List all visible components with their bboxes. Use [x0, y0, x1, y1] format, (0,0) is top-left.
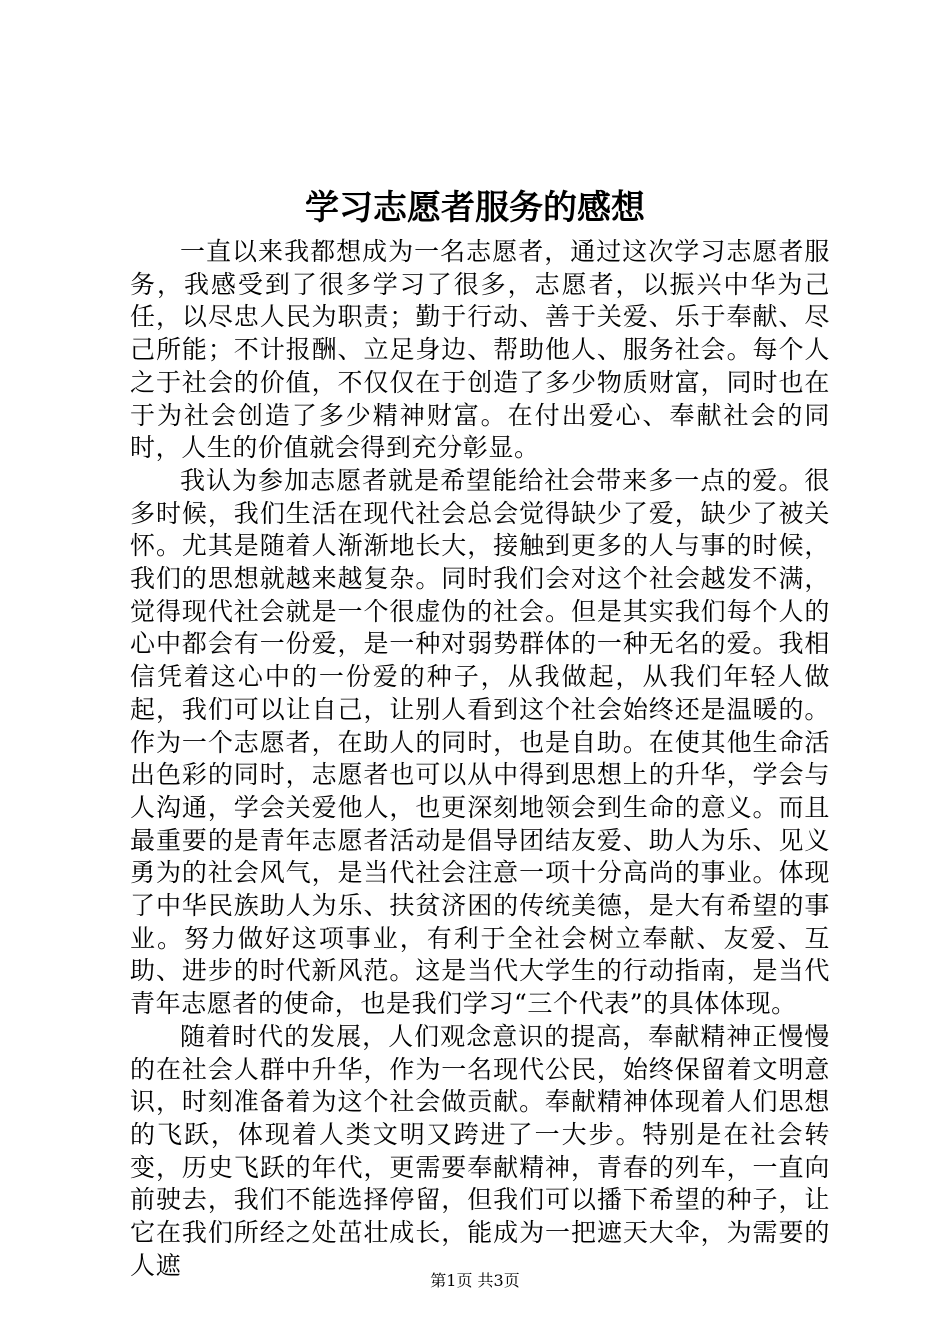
document-body [130, 236, 830, 1283]
page-footer: 第1页 共3页 [430, 1271, 520, 1290]
document-title: 学习志愿者服务的感想 [305, 188, 645, 228]
paragraph: 我认为参加志愿者就是希望能给社会带来多一点的爱。很多时候，我们生活在现代社会总会觉得缺少了爱，缺少了被关怀。尤其是随着人渐渐地长大，接触到更多的人与事的时候，我们的思想就越来越复杂。同时我们会对这个社会越发不满，觉得现代社会就是一个很虚伪的社会。但是其实我们每个人的心中都会有一份爱，是一种对弱势群体的一种无名的爱。我相信凭着这心中的一份爱的种子，从我做起，从我们年轻人做起，我们可以让自己，让别人看到这个社会始终还是温暖的。作为一个志愿者，在助人的同时，也是自助。在使其他生命活出色彩的同时，志愿者也可以从中得到思想上的升华，学会与人沟通，学会关爱他人，也更深刻地领会到生命的意义。而且最重要的是青年志愿者活动是倡导团结友爱、助人为乐、见义勇为的社会风气，是当代社会注意一项十分高尚的事业。体现了中华民族助人为乐、扶贫济困的传统美德，是大有希望的事业。努力做好这项事业，有利于全社会树立奉献、友爱、互助、进步的时代新风范。这是当代大学生的行动指南，是当代青年志愿者的使命，也是我们学习“三个代表”的具体体现。 [130, 465, 830, 1019]
paragraph: 一直以来我都想成为一名志愿者，通过这次学习志愿者服务，我感受到了很多学习了很多，志愿者，以振兴中华为己任，以尽忠人民为职责；勤于行动、善于关爱、乐于奉献、尽己所能；不计报酬、立足身边、帮助他人、服务社会。每个人之于社会的价值，不仅仅在于创造了多少物质财富，同时也在于为社会创造了多少精神财富。在付出爱心、奉献社会的同时，人生的价值就会得到充分彰显。 [130, 237, 830, 463]
paragraph: 随着时代的发展，人们观念意识的提高，奉献精神正慢慢的在社会人群中升华，作为一名现代公民，始终保留着文明意识，时刻准备着为这个社会做贡献。奉献精神体现着人们思想的飞跃，体现着人类文明又跨进了一大步。特别是在社会转变，历史飞跃的年代，更需要奉献精神，青春的列车，一直向前驶去，我们不能选择停留，但我们可以播下希望的种子，让它在我们所经之处茁壮成长，能成为一把遮天大伞，为需要的人遮 [130, 1021, 830, 1280]
